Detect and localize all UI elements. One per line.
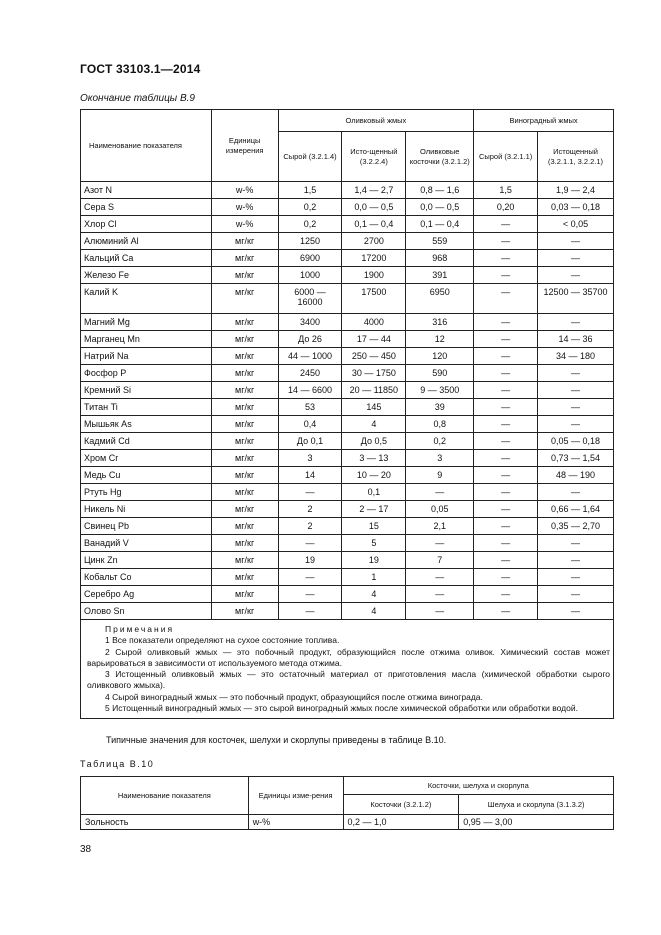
table-row xyxy=(81,267,614,284)
table-row xyxy=(81,365,614,382)
table-row xyxy=(81,314,614,331)
table-cell: w-% xyxy=(248,815,343,830)
table-cell: До 0,1 xyxy=(278,433,342,450)
table-cell: 0,95 — 3,00 xyxy=(459,815,614,830)
table-cell: — xyxy=(474,314,538,331)
table-cell: — xyxy=(474,416,538,433)
table-cell: 0,03 — 0,18 xyxy=(538,199,614,216)
table-cell: 0,1 xyxy=(342,484,406,501)
table-row xyxy=(81,233,614,250)
table-cell: — xyxy=(474,518,538,535)
table-cell: — xyxy=(474,433,538,450)
table-cell: 12500 — 35700 xyxy=(538,284,614,314)
table-cell: 4 xyxy=(342,416,406,433)
row-label: Олово Sn xyxy=(81,603,212,620)
row-label: Сера S xyxy=(81,199,212,216)
table-cell: 0,73 — 1,54 xyxy=(538,450,614,467)
table-cell: 15 xyxy=(342,518,406,535)
row-label: Кобальт Co xyxy=(81,569,212,586)
table-cell: 1,9 — 2,4 xyxy=(538,182,614,199)
table-cell: 2,1 xyxy=(406,518,474,535)
table-cell: 14 xyxy=(278,467,342,484)
table-cell: — xyxy=(474,382,538,399)
table-cell: мг/кг xyxy=(211,314,278,331)
table-cell: — xyxy=(538,484,614,501)
table-cell: 0,35 — 2,70 xyxy=(538,518,614,535)
table-cell: — xyxy=(474,535,538,552)
table-cell: — xyxy=(474,569,538,586)
table-row xyxy=(81,199,614,216)
table-row xyxy=(81,348,614,365)
table-cell: 0,2 xyxy=(406,433,474,450)
table-row xyxy=(81,284,614,314)
table-cell: — xyxy=(538,586,614,603)
table-cell: 250 — 450 xyxy=(342,348,406,365)
table-cell: 17 — 44 xyxy=(342,331,406,348)
table-cell: 1 xyxy=(342,569,406,586)
table-cell: 4000 xyxy=(342,314,406,331)
table-cell: 316 xyxy=(406,314,474,331)
table-cell: 7 xyxy=(406,552,474,569)
table-cell: 4 xyxy=(342,603,406,620)
table-row xyxy=(81,216,614,233)
col-header-olive-pits: Оливковые косточки (3.2.1.2) xyxy=(406,132,474,182)
table-cell: — xyxy=(278,535,342,552)
table-cell: — xyxy=(538,603,614,620)
table-cell: 17200 xyxy=(342,250,406,267)
t2-col-header-unit: Единицы изме-рения xyxy=(248,777,343,815)
table-cell: 10 — 20 xyxy=(342,467,406,484)
table-cell: — xyxy=(538,382,614,399)
table-cell: 20 — 11850 xyxy=(342,382,406,399)
row-label: Кадмий Cd xyxy=(81,433,212,450)
table-cell: 5 xyxy=(342,535,406,552)
row-label: Хлор Cl xyxy=(81,216,212,233)
table-cell: — xyxy=(474,484,538,501)
table-cell: — xyxy=(278,586,342,603)
table-cell: мг/кг xyxy=(211,399,278,416)
row-label: Магний Mg xyxy=(81,314,212,331)
row-label: Ванадий V xyxy=(81,535,212,552)
table-cell: — xyxy=(406,603,474,620)
composition-table xyxy=(80,109,614,719)
table-cell: мг/кг xyxy=(211,348,278,365)
note-item: 1 Все показатели определяют на сухое состояние топлива. xyxy=(105,635,340,646)
col-group-grape: Виноградный жмых xyxy=(474,110,614,132)
table-cell: До 26 xyxy=(278,331,342,348)
table-cell: — xyxy=(474,331,538,348)
table-cell: — xyxy=(474,267,538,284)
t2-col-header-name: Наименование показателя xyxy=(81,777,249,815)
table-cell: 1000 xyxy=(278,267,342,284)
table-cell: 19 xyxy=(278,552,342,569)
table-cell: 6000 — 16000 xyxy=(278,284,342,314)
table-row xyxy=(81,182,614,199)
table-cell: — xyxy=(406,569,474,586)
col-header-unit: Единицы измерения xyxy=(211,110,278,182)
table-cell: мг/кг xyxy=(211,535,278,552)
row-label: Медь Cu xyxy=(81,467,212,484)
t2-col-group: Косточки, шелуха и скорлупа xyxy=(343,777,613,795)
table-cell: — xyxy=(538,233,614,250)
intro-text: Типичные значения для косточек, шелухи и скорлупы приведены в таблице В.10. xyxy=(106,735,447,745)
table-cell: 9 xyxy=(406,467,474,484)
row-label: Фосфор P xyxy=(81,365,212,382)
row-label: Марганец Mn xyxy=(81,331,212,348)
table-cell: мг/кг xyxy=(211,501,278,518)
table-cell: 0,05 — 0,18 xyxy=(538,433,614,450)
table-cell: 3 — 13 xyxy=(342,450,406,467)
table-cell: — xyxy=(538,535,614,552)
table2-caption: Таблица В.10 xyxy=(80,759,155,769)
row-label: Титан Ti xyxy=(81,399,212,416)
table-cell: мг/кг xyxy=(211,603,278,620)
table-row xyxy=(81,467,614,484)
table-cell: 1,4 — 2,7 xyxy=(342,182,406,199)
table-cell: — xyxy=(538,250,614,267)
table-cell: 19 xyxy=(342,552,406,569)
row-label: Кальций Ca xyxy=(81,250,212,267)
table-cell: 968 xyxy=(406,250,474,267)
note-item: 3 Истощенный оливковый жмых — это остаточный материал от приготовления масла (химической обработки сырого оливкового жмыха). xyxy=(87,669,610,691)
table-row xyxy=(81,433,614,450)
table-cell: 0,1 — 0,4 xyxy=(406,216,474,233)
table-cell: 0,20 xyxy=(474,199,538,216)
table-cell: мг/кг xyxy=(211,586,278,603)
row-label: Калий K xyxy=(81,284,212,314)
table-cell: 14 — 6600 xyxy=(278,382,342,399)
table-cell: — xyxy=(538,399,614,416)
table-cell: < 0,05 xyxy=(538,216,614,233)
table-cell: — xyxy=(474,250,538,267)
table-row xyxy=(81,450,614,467)
table-cell: 1250 xyxy=(278,233,342,250)
row-label: Ртуть Hg xyxy=(81,484,212,501)
table-cell: — xyxy=(538,314,614,331)
table-cell: 0,66 — 1,64 xyxy=(538,501,614,518)
table-cell: 145 xyxy=(342,399,406,416)
table-cell: мг/кг xyxy=(211,467,278,484)
row-label: Зольность xyxy=(81,815,249,830)
table-row xyxy=(81,399,614,416)
table-cell: 39 xyxy=(406,399,474,416)
table-cell: 2700 xyxy=(342,233,406,250)
table-cell: 1900 xyxy=(342,267,406,284)
col-group-olive: Оливковый жмых xyxy=(278,110,474,132)
table-cell: — xyxy=(538,416,614,433)
table-cell: 2 xyxy=(278,501,342,518)
table-row xyxy=(81,250,614,267)
table-row xyxy=(81,815,614,830)
table-cell: — xyxy=(474,365,538,382)
table-cell: До 0,5 xyxy=(342,433,406,450)
table-cell: — xyxy=(474,501,538,518)
table-cell: — xyxy=(538,552,614,569)
table-row xyxy=(81,331,614,348)
notes-block xyxy=(81,620,614,719)
row-label: Железо Fe xyxy=(81,267,212,284)
table1-caption: Окончание таблицы В.9 xyxy=(80,93,195,104)
table-cell: 48 — 190 xyxy=(538,467,614,484)
table-cell: 2 xyxy=(278,518,342,535)
table-cell: мг/кг xyxy=(211,433,278,450)
col-header-olive-spent: Исто-щенный (3.2.2.4) xyxy=(342,132,406,182)
note-item: 5 Истощенный виноградный жмых — это сырой виноградный жмых после химической обработки или обработки водой. xyxy=(105,703,578,714)
table-cell: мг/кг xyxy=(211,233,278,250)
row-label: Кремний Si xyxy=(81,382,212,399)
table-cell: мг/кг xyxy=(211,552,278,569)
table-cell: w-% xyxy=(211,182,278,199)
table-cell: 120 xyxy=(406,348,474,365)
table-row xyxy=(81,501,614,518)
table-cell: — xyxy=(474,552,538,569)
table-row xyxy=(81,535,614,552)
table-cell: — xyxy=(538,267,614,284)
table-cell: мг/кг xyxy=(211,450,278,467)
row-label: Серебро Ag xyxy=(81,586,212,603)
table-cell: мг/кг xyxy=(211,569,278,586)
table-cell: — xyxy=(278,569,342,586)
table-cell: — xyxy=(406,535,474,552)
table-cell: 6900 xyxy=(278,250,342,267)
table-cell: мг/кг xyxy=(211,365,278,382)
table-cell: 9 — 3500 xyxy=(406,382,474,399)
table-cell: w-% xyxy=(211,199,278,216)
table-cell: 2450 xyxy=(278,365,342,382)
table-row xyxy=(81,569,614,586)
table-cell: — xyxy=(406,484,474,501)
table-row xyxy=(81,416,614,433)
table-cell: 12 xyxy=(406,331,474,348)
table-cell: 3 xyxy=(406,450,474,467)
table-cell: 2 — 17 xyxy=(342,501,406,518)
table-cell: — xyxy=(474,233,538,250)
standard-header: ГОСТ 33103.1—2014 xyxy=(80,62,201,76)
table-cell: 17500 xyxy=(342,284,406,314)
table-cell: — xyxy=(538,569,614,586)
table-cell: 44 — 1000 xyxy=(278,348,342,365)
col-header-grape-raw: Сырой (3.2.1.1) xyxy=(474,132,538,182)
row-label: Свинец Pb xyxy=(81,518,212,535)
table-row xyxy=(81,518,614,535)
table-cell: мг/кг xyxy=(211,416,278,433)
row-label: Хром Cr xyxy=(81,450,212,467)
row-label: Никель Ni xyxy=(81,501,212,518)
table-cell: — xyxy=(474,603,538,620)
table-cell: — xyxy=(474,450,538,467)
table-cell: 0,2 xyxy=(278,216,342,233)
col-header-olive-raw: Сырой (3.2.1.4) xyxy=(278,132,342,182)
table-cell: 0,1 — 0,4 xyxy=(342,216,406,233)
table-cell: мг/кг xyxy=(211,518,278,535)
table-row xyxy=(81,603,614,620)
col-header-name: Наименование показателя xyxy=(81,110,212,182)
table-cell: 1,5 xyxy=(474,182,538,199)
table-cell: — xyxy=(278,484,342,501)
table-cell: — xyxy=(474,467,538,484)
table-cell: 4 xyxy=(342,586,406,603)
table-cell: 34 — 180 xyxy=(538,348,614,365)
table-cell: — xyxy=(474,586,538,603)
row-label: Мышьяк As xyxy=(81,416,212,433)
table-cell: w-% xyxy=(211,216,278,233)
table-cell: 0,2 xyxy=(278,199,342,216)
table-row xyxy=(81,552,614,569)
col-header-grape-spent: Истощенный (3.2.1.1, 3.2.2.1) xyxy=(538,132,614,182)
row-label: Алюминий Al xyxy=(81,233,212,250)
table-cell: — xyxy=(474,216,538,233)
table-cell: мг/кг xyxy=(211,382,278,399)
row-label: Цинк Zn xyxy=(81,552,212,569)
table-row xyxy=(81,484,614,501)
notes-title: Примечания xyxy=(105,624,175,634)
table-cell: 0,8 xyxy=(406,416,474,433)
t2-col-header-husks: Шелуха и скорлупа (3.1.3.2) xyxy=(459,795,614,815)
table-cell: — xyxy=(406,586,474,603)
t2-col-header-pits: Косточки (3.2.1.2) xyxy=(343,795,459,815)
table-cell: 0,0 — 0,5 xyxy=(342,199,406,216)
pits-husks-table xyxy=(80,776,614,830)
table-cell: 0,0 — 0,5 xyxy=(406,199,474,216)
table-cell: мг/кг xyxy=(211,331,278,348)
table-cell: 0,8 — 1,6 xyxy=(406,182,474,199)
table-cell: мг/кг xyxy=(211,484,278,501)
table-cell: 0,4 xyxy=(278,416,342,433)
table-cell: 30 — 1750 xyxy=(342,365,406,382)
table-cell: 0,05 xyxy=(406,501,474,518)
table-cell: 53 xyxy=(278,399,342,416)
table-cell: 1,5 xyxy=(278,182,342,199)
table-cell: — xyxy=(278,603,342,620)
table-cell: 559 xyxy=(406,233,474,250)
note-item: 4 Сырой виноградный жмых — это побочный продукт, образующийся после отжима винограда. xyxy=(105,691,483,702)
table-cell: — xyxy=(474,348,538,365)
row-label: Азот N xyxy=(81,182,212,199)
table-cell: 3400 xyxy=(278,314,342,331)
page-number: 38 xyxy=(80,844,92,855)
table-cell: 0,2 — 1,0 xyxy=(343,815,459,830)
table-cell: мг/кг xyxy=(211,284,278,314)
table-cell: — xyxy=(474,399,538,416)
row-label: Натрий Na xyxy=(81,348,212,365)
table-cell: 6950 xyxy=(406,284,474,314)
table-cell: 14 — 36 xyxy=(538,331,614,348)
table-cell: 590 xyxy=(406,365,474,382)
table-cell: — xyxy=(538,365,614,382)
note-item: 2 Сырой оливковый жмых — это побочный продукт, образующийся после отжима оливок. Химический состав может варьироваться в зависимости от используемого метода отжима. xyxy=(87,646,610,668)
table-row xyxy=(81,586,614,603)
table-cell: 391 xyxy=(406,267,474,284)
table-cell: 3 xyxy=(278,450,342,467)
table-cell: мг/кг xyxy=(211,267,278,284)
table-cell: мг/кг xyxy=(211,250,278,267)
table-cell: — xyxy=(474,284,538,314)
table-row xyxy=(81,382,614,399)
